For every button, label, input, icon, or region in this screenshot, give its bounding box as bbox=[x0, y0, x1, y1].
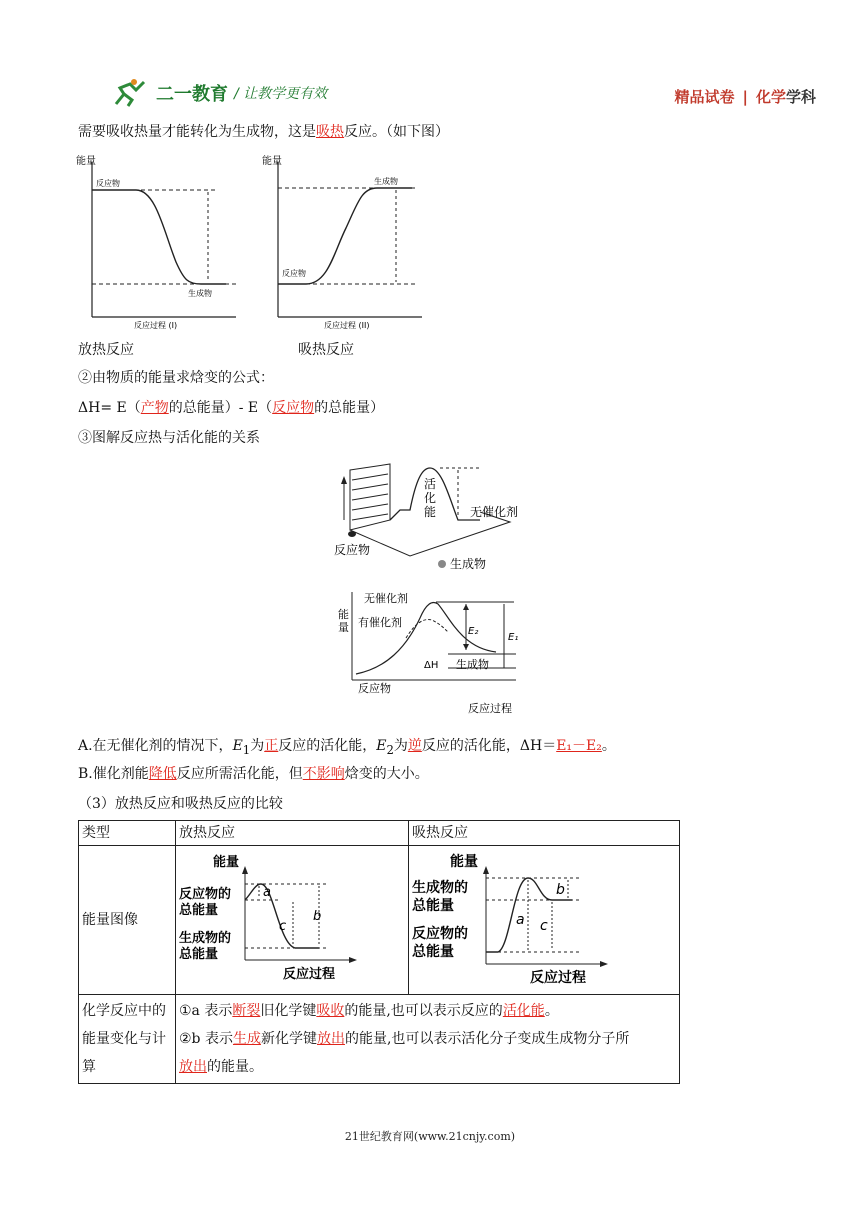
exp2-text-2: 新化学键 bbox=[260, 1031, 317, 1047]
exp1-text-3: 的能量,也可以表示反应的 bbox=[344, 1003, 503, 1019]
answer-lower: 降低 bbox=[148, 766, 177, 782]
footer: 21世纪教育网(www.21cnjy.com) bbox=[344, 1130, 516, 1143]
answer-forward: 正 bbox=[264, 738, 279, 754]
answer-break: 断裂 bbox=[232, 1003, 261, 1019]
header-subject-word: 学科 bbox=[785, 88, 816, 106]
statement-a-text: A.在无催化剂的情况下， bbox=[78, 738, 233, 754]
exp1-text: ①a 表示 bbox=[179, 1003, 233, 1019]
section-heading-4: （3）放热反应和吸热反应的比较 bbox=[78, 796, 283, 812]
e2-symbol: E bbox=[376, 738, 387, 754]
catalyst-energy-graph bbox=[336, 588, 536, 716]
statement-a-text-4: 为 bbox=[393, 738, 408, 754]
statement-a-text-3: 反应的活化能， bbox=[278, 738, 377, 754]
formula-title: ②由物质的能量求焓变的公式： bbox=[78, 370, 274, 386]
row-label-graphs: 能量图像 bbox=[79, 846, 176, 995]
reactant-label-cat: 反应物 bbox=[358, 682, 391, 695]
answer-reverse: 逆 bbox=[407, 738, 422, 754]
exp1-end: 。 bbox=[544, 1003, 559, 1019]
section-heading-3: ③图解反应热与活化能的关系 bbox=[78, 430, 260, 446]
exo-xlabel: 反应过程 bbox=[283, 967, 336, 982]
e1-subscript: 1 bbox=[242, 742, 251, 757]
exo-table-graph bbox=[179, 848, 359, 982]
brand-slogan: / 让教学更有效 bbox=[234, 86, 328, 102]
intro-text: 需要吸收热量才能转化为生成物，这是 bbox=[78, 124, 316, 140]
table-row-explanation bbox=[79, 995, 680, 1084]
exo-ylabel: 能量 bbox=[213, 855, 240, 870]
product-label-3d: 生成物 bbox=[450, 557, 487, 571]
header-type: 类型 bbox=[79, 821, 176, 846]
answer-activation: 活化能 bbox=[502, 1003, 545, 1019]
brand-header bbox=[110, 78, 327, 108]
caption-left: 放热反应 bbox=[78, 342, 134, 358]
statement-a-text-2: 为 bbox=[250, 738, 265, 754]
exp3-end: 的能量。 bbox=[207, 1059, 263, 1075]
endo-product-2: 总能量 bbox=[412, 898, 454, 914]
answer-not-affect: 不影响 bbox=[302, 766, 345, 782]
statement-a bbox=[78, 736, 616, 760]
explanation-cell bbox=[176, 995, 680, 1084]
statement-b bbox=[78, 764, 429, 784]
product-label-cat: 生成物 bbox=[456, 658, 489, 671]
header-exo: 放热反应 bbox=[176, 821, 409, 846]
endo-ylabel: 能量 bbox=[450, 854, 478, 870]
exp1-text-2: 旧化学键 bbox=[260, 1003, 317, 1019]
x-axis-label-1: 反应过程 (I) bbox=[134, 321, 178, 330]
reactant-label-3d: 反应物 bbox=[334, 543, 371, 557]
reactant-label-2: 反应物 bbox=[282, 269, 306, 278]
statement-a-end: 。 bbox=[601, 738, 616, 754]
table-row-graphs bbox=[79, 846, 680, 995]
endo-product-1: 生成物的 bbox=[412, 880, 468, 896]
brand-name: 二一教育 bbox=[156, 84, 228, 105]
endo-reactant-1: 反应物的 bbox=[412, 926, 468, 942]
exo-reactant-2: 总能量 bbox=[179, 903, 219, 918]
exo-a: a bbox=[263, 885, 271, 900]
product-label-1: 生成物 bbox=[188, 289, 212, 298]
statement-a-text-5: 反应的活化能，ΔH＝ bbox=[421, 738, 557, 754]
endo-c: c bbox=[540, 918, 548, 934]
explanation-line-3 bbox=[179, 1053, 676, 1081]
activation-energy-3d-figure bbox=[330, 460, 530, 572]
answer-release: 放出 bbox=[316, 1031, 345, 1047]
x-axis-label-2: 反应过程 (II) bbox=[324, 321, 370, 330]
intro-text-end: 反应。（如下图） bbox=[344, 124, 449, 140]
statement-b-end: 焓变的大小。 bbox=[344, 766, 429, 782]
formula-text-end: 的总能量） bbox=[314, 400, 385, 416]
y-axis-label-2: 能量 bbox=[262, 156, 282, 167]
formula-text-mid: 的总能量）- E（ bbox=[168, 400, 273, 416]
header-endo: 吸热反应 bbox=[409, 821, 680, 846]
formula-answer-1: 产物 bbox=[140, 400, 169, 416]
exo-b: b bbox=[313, 909, 322, 924]
e1-symbol: E bbox=[232, 738, 243, 754]
intro-line bbox=[78, 122, 449, 142]
exo-reactant-1: 反应物的 bbox=[179, 887, 232, 902]
header-separator: | bbox=[742, 88, 748, 106]
exothermic-graph bbox=[76, 152, 246, 332]
activation-energy-label: 活化能 bbox=[424, 477, 437, 519]
formula-answer-2: 反应物 bbox=[272, 400, 315, 416]
caption-right: 吸热反应 bbox=[298, 342, 354, 358]
e1-label: E₁ bbox=[508, 632, 519, 643]
endothermic-graph bbox=[262, 152, 432, 332]
exo-graph-cell bbox=[176, 846, 409, 995]
endo-xlabel: 反应过程 bbox=[530, 970, 586, 986]
explanation-line-2 bbox=[179, 1025, 676, 1053]
comparison-table bbox=[78, 820, 680, 1084]
exp2-text: ②b 表示 bbox=[179, 1031, 233, 1047]
y-axis-label-cat: 能量 bbox=[338, 608, 349, 634]
endo-b: b bbox=[556, 882, 565, 898]
answer-form: 生成 bbox=[232, 1031, 261, 1047]
endo-graph-cell bbox=[409, 846, 680, 995]
x-axis-label-cat: 反应过程 bbox=[468, 702, 512, 715]
intro-answer: 吸热 bbox=[316, 124, 344, 140]
no-catalyst-label: 无催化剂 bbox=[364, 592, 408, 605]
header-subject bbox=[674, 86, 816, 107]
exo-product-2: 总能量 bbox=[179, 947, 219, 962]
y-axis-label-1: 能量 bbox=[76, 156, 96, 167]
answer-absorb: 吸收 bbox=[316, 1003, 345, 1019]
row-label-explanation: 化学反应中的能量变化与计算 bbox=[79, 995, 176, 1084]
no-catalyst-label-3d: 无催化剂 bbox=[470, 505, 519, 519]
table-header-row bbox=[79, 821, 680, 846]
exo-c: c bbox=[279, 919, 287, 934]
e2-label: E₂ bbox=[468, 626, 479, 637]
header-tag: 精品试卷 bbox=[674, 88, 735, 106]
catalyst-label: 有催化剂 bbox=[358, 616, 402, 629]
exo-product-1: 生成物的 bbox=[179, 931, 232, 946]
e2-subscript: 2 bbox=[386, 742, 394, 757]
endo-reactant-2: 总能量 bbox=[412, 944, 454, 960]
statement-b-text: B.催化剂能 bbox=[78, 766, 149, 782]
formula-text: ΔH= E（ bbox=[78, 400, 141, 416]
product-label-2: 生成物 bbox=[374, 177, 398, 186]
answer-release-2: 放出 bbox=[179, 1059, 207, 1075]
runner-logo-icon bbox=[110, 78, 150, 108]
endo-table-graph bbox=[412, 848, 612, 986]
answer-dh: E₁－E₂ bbox=[556, 738, 602, 754]
delta-h-label: ΔH bbox=[424, 660, 439, 671]
exp2-end: 的能量,也可以表示活化分子变成生成物分子所 bbox=[344, 1031, 630, 1047]
formula-line bbox=[78, 398, 384, 418]
reactant-label-1: 反应物 bbox=[96, 179, 120, 188]
explanation-line-1 bbox=[179, 997, 676, 1025]
statement-b-text-2: 反应所需活化能，但 bbox=[176, 766, 303, 782]
endo-a: a bbox=[516, 912, 525, 928]
header-chem: 化学 bbox=[755, 88, 786, 106]
